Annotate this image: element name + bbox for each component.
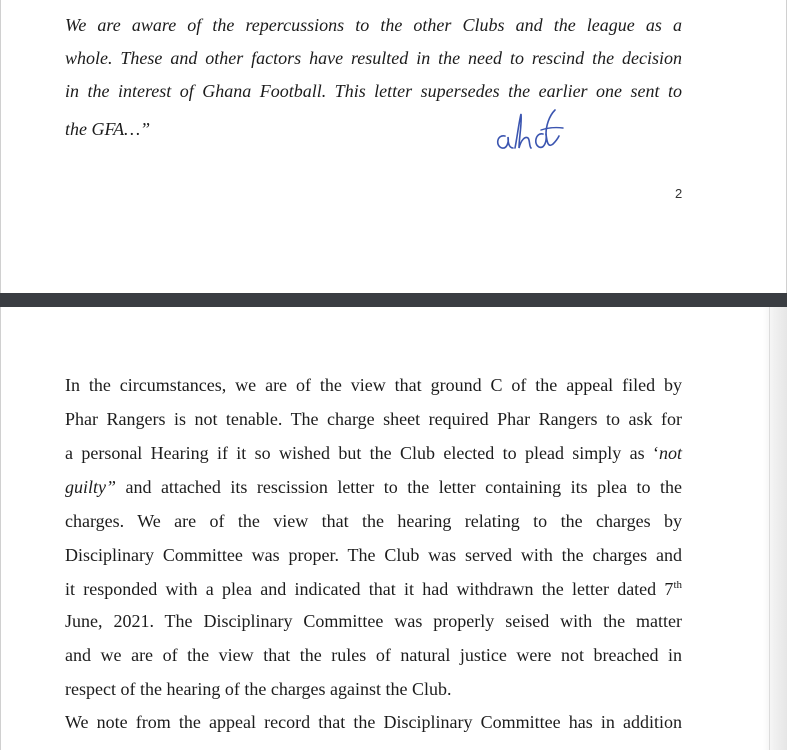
body-line-8: June, 2021. The Disciplinary Committee was properly seised with the matter <box>65 611 682 631</box>
page-edge-shadow <box>763 307 787 750</box>
body-line-6: Disciplinary Committee was proper. The Club was served with the charges and <box>65 545 682 565</box>
body-line-4-text: and attached its rescission letter to the letter containing its plea to the <box>116 477 682 497</box>
body-line-9: and we are of the view that the rules of natural justice were not breached in <box>65 645 682 665</box>
page-edge-line <box>769 307 770 750</box>
body-line-1: In the circumstances, we are of the view that ground C of the appeal filed by <box>65 375 682 395</box>
ordinal-suffix: th <box>673 579 682 591</box>
letter-quote-line-2: whole. These and other factors have resulted in the need to rescind the decision <box>65 48 682 68</box>
body-line-3-italic: not <box>658 443 682 463</box>
handwritten-initials-signature <box>491 104 571 154</box>
body-line-4-italic: guilty” <box>65 477 117 497</box>
body-line-10: respect of the hearing of the charges against the Club. <box>65 679 452 699</box>
letter-quote-line-4: the GFA…” <box>65 119 151 139</box>
letter-quote-line-1: We are aware of the repercussions to the other Clubs and the league as a <box>65 15 682 35</box>
body-line-4 <box>65 476 682 498</box>
body-line-11: We note from the appeal record that the Disciplinary Committee has in addition <box>65 712 682 732</box>
body-line-7-text: it responded with a plea and indicated that it had withdrawn the letter dated 7 <box>65 579 674 599</box>
body-line-3-text: a personal Hearing if it so wished but the Club elected to plead simply as ‘ <box>65 443 659 463</box>
document-page-top <box>0 0 787 293</box>
letter-quote-line-3: in the interest of Ghana Football. This letter supersedes the earlier one sent to <box>65 81 682 101</box>
body-line-2: Phar Rangers is not tenable. The charge sheet required Phar Rangers to ask for <box>65 409 682 429</box>
body-line-3 <box>65 442 682 464</box>
page-separator <box>0 293 787 307</box>
page-number: 2 <box>675 186 683 201</box>
body-line-7 <box>65 578 682 600</box>
document-page-bottom <box>0 307 787 750</box>
body-line-5: charges. We are of the view that the hearing relating to the charges by <box>65 511 682 531</box>
